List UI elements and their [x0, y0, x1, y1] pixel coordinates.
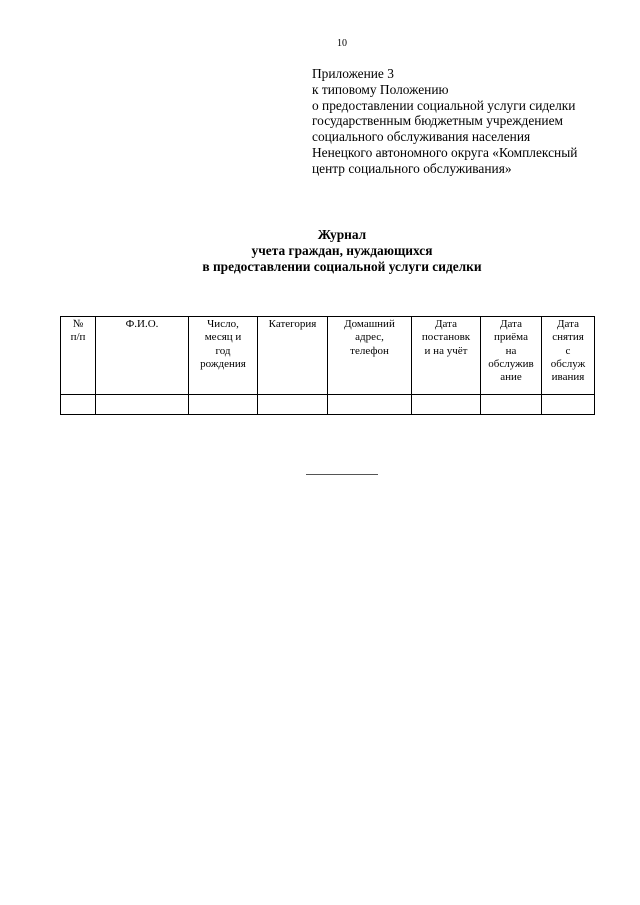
- table-cell: [542, 395, 595, 415]
- journal-title: [0, 227, 640, 275]
- table-cell: [481, 395, 542, 415]
- column-header-admission-date: Дата приёма на обслужив ание: [481, 317, 542, 395]
- appendix-line: к типовому Положению: [312, 81, 449, 97]
- journal-title-line: в предоставлении социальной услуги сиделки: [202, 259, 482, 274]
- table-cell: [189, 395, 258, 415]
- table-cell: [258, 395, 328, 415]
- column-header-birth-date: Число, месяц и год рождения: [189, 317, 258, 395]
- table-cell: [328, 395, 412, 415]
- journal-title-line: Журнал: [317, 227, 367, 242]
- appendix-heading: [312, 66, 632, 177]
- appendix-line: государственным бюджетным учреждением: [312, 113, 564, 129]
- appendix-line: о предоставлении социальной услуги сиделки: [312, 97, 576, 113]
- end-separator-line: [306, 474, 378, 475]
- appendix-line: Ненецкого автономного округа «Комплексный: [312, 144, 578, 160]
- column-header-removal-date: Дата снятия с обслуж ивания: [542, 317, 595, 395]
- appendix-line: Приложение 3: [312, 66, 394, 81]
- column-header-address-phone: Домашний адрес, телефон: [328, 317, 412, 395]
- page-number: 10: [337, 38, 347, 49]
- table-cell: [412, 395, 481, 415]
- column-header-registration-date: Дата постановк и на учёт: [412, 317, 481, 395]
- column-header-category: Категория: [258, 317, 328, 395]
- journal-table: [60, 316, 595, 415]
- appendix-line: социального обслуживания населения: [312, 129, 531, 145]
- journal-title-line: учета граждан, нуждающихся: [251, 243, 433, 258]
- table-cell: [96, 395, 189, 415]
- table-cell: [61, 395, 96, 415]
- column-header-number: № п/п: [61, 317, 96, 395]
- appendix-line: центр социального обслуживания»: [312, 160, 512, 176]
- column-header-full-name: Ф.И.О.: [96, 317, 189, 395]
- table-header-row: [61, 317, 595, 395]
- table-row: [61, 395, 595, 415]
